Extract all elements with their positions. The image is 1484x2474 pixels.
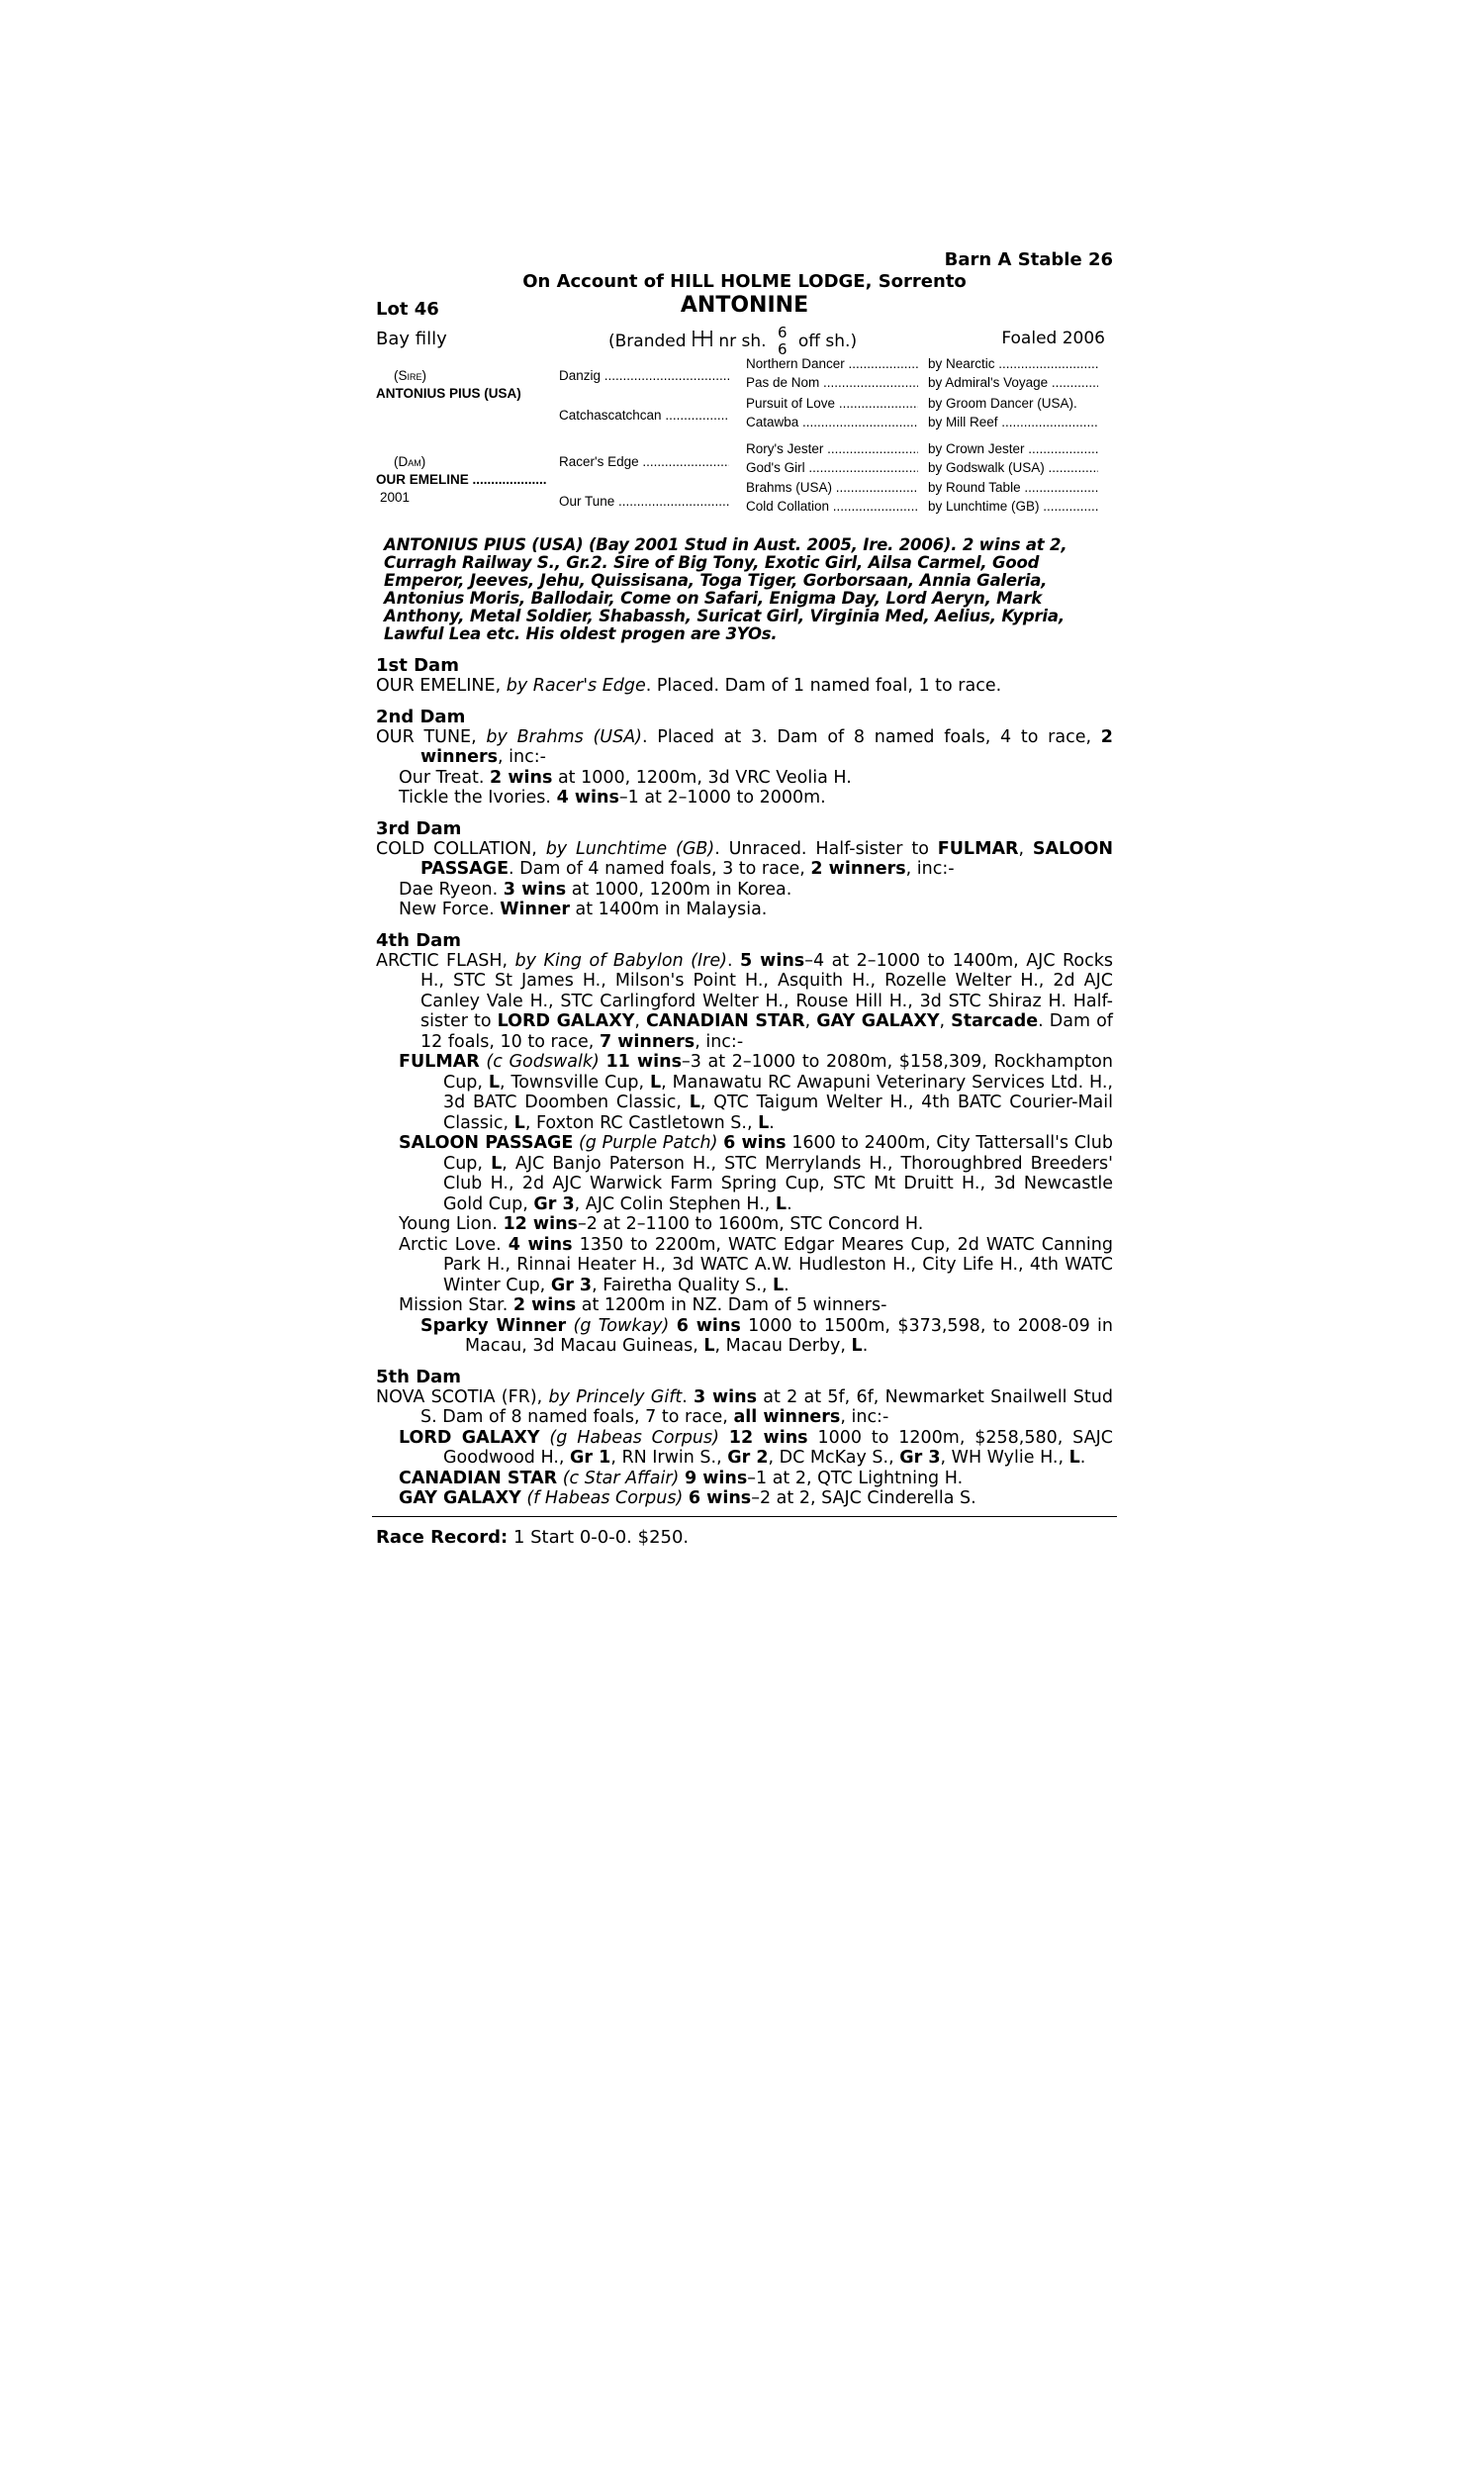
group-mark: Gr 3 <box>550 1275 593 1295</box>
horse-name: ANTONINE <box>680 293 809 318</box>
gg-2: Pursuit of Love ..... <box>746 396 918 411</box>
fourth-dam-sire: by King of Babylon (Ire) <box>514 950 727 971</box>
fourth-dam-text: ARCTIC FLASH, by King of Babylon (Ire). 5 wins–4 at 2–1000 to 1400m, AJC Rocks H., STC St James H., Milson's Point H., Asquith H., Rozelle Welter H., 2d AJC Canley Vale H., STC Carlingford Welter H., Rouse Hill H., 3d STC Shiraz H. Half-sister to LORD GALAXY, CANADIAN STAR, GAY GALAXY, Starcade. Dam of 12 foals, 10 to race, 7 winners, inc:- <box>376 950 1113 1052</box>
third-dam-heading: 3rd Dam <box>376 817 462 839</box>
offspring-wins: 6 wins <box>676 1315 741 1336</box>
listed-mark: L <box>1068 1448 1080 1468</box>
fifth-dam-winners: all winners <box>733 1407 841 1427</box>
offspring-record: , DC McKay S., <box>768 1448 894 1468</box>
first-dam-heading: 1st Dam <box>376 655 459 676</box>
second-dam-sire: by Brahms (USA) <box>486 726 643 747</box>
ggg-cell-7 <box>928 499 1098 514</box>
offspring-wins: 11 wins <box>605 1052 683 1072</box>
offspring-pedigree: (g Purple Patch) <box>578 1133 718 1153</box>
offspring-canadian-star <box>376 1469 1113 1489</box>
offspring-pedigree: (f Habeas Corpus) <box>526 1488 684 1508</box>
listed-mark: L <box>488 1072 501 1093</box>
barn-stable: Barn A Stable 26 <box>944 249 1113 270</box>
offspring-record: , Foxton RC Castletown S., <box>524 1112 753 1133</box>
offspring-record: –3 at 2–1000 to 2080m, $158,309, Rockhampton Cup, <box>443 1052 1113 1093</box>
third-dam-offspring-1 <box>376 880 1113 901</box>
brand-prefix: (Branded <box>608 332 687 351</box>
offspring-record: 1350 to 2200m, WATC Edgar Meares Cup, 2d WATC Canning Park H., Rinnai Heater H., 3d WATC A.W. Hudleston H., City Life H., 4th WATC Winter Cup, <box>443 1234 1113 1295</box>
second-dam-heading: 2nd Dam <box>376 706 466 727</box>
brand-off: off sh.) <box>797 332 858 351</box>
offspring-name: Dae Ryeon. <box>399 879 499 900</box>
fourth-dam-heading: 4th Dam <box>376 929 462 951</box>
brand-mark-icon <box>692 329 713 348</box>
fourth-dam-winners: 7 winners <box>599 1031 696 1052</box>
offspring-wins: 2 wins <box>512 1295 577 1315</box>
listed-mark: L <box>775 1193 788 1214</box>
third-dam-details: . Unraced. Half-sister to <box>714 838 929 859</box>
third-dam-sire: by Lunchtime (GB) <box>545 838 715 859</box>
catalogue-page <box>376 249 1113 1549</box>
listed-mark: L <box>851 1336 863 1356</box>
offspring-record: 1000 to 1200m, $258,580, SAJC Goodwood H., <box>443 1427 1113 1468</box>
fifth-dam-record: at 2 at 5f, 6f, Newmarket Snailwell Stud S. Dam of 8 named foals, 7 to race, <box>420 1386 1113 1427</box>
foaled-year: Foaled 2006 <box>1001 329 1105 348</box>
second-dam-offspring-1 <box>376 768 1113 789</box>
offspring-record: –2 at 2, SAJC Cinderella S. <box>751 1488 976 1508</box>
divider <box>372 1516 1117 1517</box>
sire-label: (Sire) <box>394 368 426 383</box>
ggg-5: by Godswalk (USA) ..... <box>928 460 1098 475</box>
offspring-name: Our Treat. <box>399 767 485 788</box>
offspring-name: LORD GALAXY <box>399 1427 540 1448</box>
brand-number <box>778 325 788 358</box>
first-dam-sire: by Racer's Edge <box>506 676 646 696</box>
offspring-record: –1 at 2–1000 to 2000m. <box>618 788 826 808</box>
offspring-wins: 3 wins <box>503 879 567 900</box>
half-sibling-fulmar: FULMAR <box>937 838 1019 859</box>
ggg-3: by Mill Reef ..... <box>928 415 1098 429</box>
dam-name-cell <box>376 472 546 487</box>
first-dam-text <box>376 676 1113 697</box>
group-mark: Gr 3 <box>533 1193 575 1214</box>
fifth-dam-inc: , inc:- <box>840 1407 889 1427</box>
offspring-record: , AJC Banjo Paterson H., STC Merrylands H., Thoroughbred Breeders' Club H., 2d AJC Warwick Farm Spring Cup, STC Mt Druitt H., 3d Newcastle Gold Cup, <box>443 1153 1113 1214</box>
second-dam-text <box>376 727 1113 768</box>
vendor-account: On Account of HILL HOLME LODGE, Sorrento <box>522 271 967 292</box>
offspring-record: at 1200m in NZ. Dam of 5 winners- <box>581 1295 887 1315</box>
ggg-2: by Groom Dancer (USA). <box>928 396 1077 411</box>
offspring-record: , WH Wylie H., <box>940 1448 1065 1468</box>
offspring-wins: 6 wins <box>688 1488 752 1508</box>
offspring-record: , QTC Taigum Welter H., 4th BATC Courier-Mail Classic, <box>443 1093 1113 1133</box>
granddam-cell <box>559 494 729 509</box>
sire-summary: ANTONIUS PIUS (USA) (Bay 2001 Stud in Aust. 2005, Ire. 2006). 2 wins at 2, Curragh Railway S., Gr.2. Sire of Big Tony, Exotic Girl, Ailsa Carmel, Good Emperor, Jeeves, Jehu, Quissisana, Toga Tiger, Gorborsaan, Annia Galeria, Antonius Moris, Ballodair, Come on Safari, Enigma Day, Lord Aeryn, Mark Anthony, Metal Soldier, Shabassh, Suricat Girl, Virginia Med, Aelius, Kypria, Lawful Lea etc. His oldest progen are 3YOs. <box>384 535 1067 643</box>
fourth-dam-name: ARCTIC FLASH, <box>376 950 509 971</box>
group-mark: Gr 1 <box>570 1448 611 1468</box>
gg-6: Brahms (USA) ..... <box>746 480 918 495</box>
gg-cell-5 <box>746 460 918 475</box>
ggg-cell-3 <box>928 415 1098 429</box>
granddam: Our Tune ..... <box>559 494 729 509</box>
offspring-wins: Winner <box>500 900 570 919</box>
ggg-0: by Nearctic ..... <box>928 356 1098 371</box>
second-dam-offspring-2 <box>376 788 1113 809</box>
offspring-record: , Fairetha Quality S., <box>592 1275 768 1295</box>
offspring-wins: 12 wins <box>503 1214 578 1234</box>
offspring-record: , AJC Colin Stephen H., <box>574 1193 771 1214</box>
damsire: Racer's Edge ..... <box>559 454 729 469</box>
sibling-gay-galaxy: GAY GALAXY <box>816 1011 940 1031</box>
gg-cell-3 <box>746 415 918 429</box>
sibling-starcade: Starcade <box>951 1011 1039 1031</box>
damsire-cell <box>559 454 729 469</box>
offspring-name: GAY GALAXY <box>399 1488 521 1508</box>
ggg-cell-6 <box>928 480 1098 495</box>
dam-year: 2001 <box>380 490 411 505</box>
offspring-wins: 12 wins <box>728 1427 808 1448</box>
offspring-wins: 6 wins <box>723 1133 787 1153</box>
ggg-cell-0 <box>928 356 1098 371</box>
dam-name: OUR EMELINE ..... <box>376 472 546 487</box>
sibling-canadian-star: CANADIAN STAR <box>646 1011 805 1031</box>
fifth-dam-name: NOVA SCOTIA (FR), <box>376 1386 543 1407</box>
offspring-fulmar: FULMAR (c Godswalk) 11 wins–3 at 2–1000 to 2080m, $158,309, Rockhampton Cup, L, Townsville Cup, L, Manawatu RC Awapuni Veterinary Services Ltd. H., 3d BATC Doomben Classic, L, QTC Taigum Welter H., 4th BATC Courier-Mail Classic, L, Foxton RC Castletown S., L. <box>399 1052 1113 1133</box>
offspring-wins: 4 wins <box>556 788 619 808</box>
offspring-name: Mission Star. <box>399 1295 509 1315</box>
description-row <box>376 323 1113 358</box>
offspring-record: at 1000, 1200m, 3d VRC Veolia H. <box>557 767 852 788</box>
gg-5: God's Girl ..... <box>746 460 918 475</box>
half-sibling-saloon-passage: SALOON PASSAGE <box>420 838 1113 879</box>
third-dam-winners: 2 winners <box>810 859 906 879</box>
offspring-record: , Townsville Cup, <box>500 1072 645 1093</box>
third-dam-name: COLD COLLATION, <box>376 838 537 859</box>
offspring-record: at 1400m in Malaysia. <box>575 900 768 919</box>
race-record-value: 1 Start 0-0-0. $250. <box>512 1526 690 1548</box>
offspring-gay-galaxy <box>376 1488 1113 1509</box>
listed-mark: L <box>491 1153 503 1174</box>
offspring-pedigree: (g Habeas Corpus) <box>549 1427 719 1448</box>
offspring-name: Tickle the Ivories. <box>399 788 551 808</box>
first-dam-name: OUR EMELINE, <box>376 676 502 696</box>
brand-nr: nr sh. <box>718 332 767 351</box>
offspring-lord-galaxy: LORD GALAXY (g Habeas Corpus) 12 wins 1000 to 1200m, $258,580, SAJC Goodwood H., Gr 1, RN Irwin S., Gr 2, DC McKay S., Gr 3, WH Wylie H., L. <box>399 1427 1113 1468</box>
first-dam-details: . Placed. Dam of 1 named foal, 1 to race. <box>645 676 1002 696</box>
ggg-7: by Lunchtime (GB) ..... <box>928 499 1098 514</box>
listed-mark: L <box>649 1072 662 1093</box>
gg-cell-7 <box>746 499 918 514</box>
sibling-lord-galaxy: LORD GALAXY <box>497 1011 635 1031</box>
granddam-sire-cell <box>559 408 729 423</box>
offspring-name: FULMAR <box>399 1052 480 1072</box>
offspring-name: New Force. <box>399 900 495 919</box>
gg-7: Cold Collation ..... <box>746 499 918 514</box>
offspring-name: CANADIAN STAR <box>399 1468 558 1488</box>
offspring-record: 1000 to 1500m, $373,598, to 2008-09 in Macau, 3d Macau Guineas, <box>465 1315 1113 1356</box>
sire-name: ANTONIUS PIUS (USA) <box>376 386 521 401</box>
second-dam-name: OUR TUNE, <box>376 726 477 747</box>
ggg-4: by Crown Jester ..... <box>928 441 1098 456</box>
gg-cell-4 <box>746 441 918 456</box>
horse-sex: Bay filly <box>376 329 447 349</box>
fifth-dam-heading: 5th Dam <box>376 1366 462 1387</box>
offspring-young-lion <box>376 1214 1113 1235</box>
second-dam-winners: 2 winners <box>420 726 1113 767</box>
offspring-sparky-winner: Sparky Winner (g Towkay) 6 wins 1000 to 1500m, $373,598, to 2008-09 in Macau, 3d Macau Guineas, L, Macau Derby, L. <box>420 1315 1113 1356</box>
third-dam-produce: . Dam of 4 named foals, 3 to race, <box>509 859 805 879</box>
third-dam-text: COLD COLLATION, by Lunchtime (GB). Unraced. Half-sister to FULMAR, SALOON PASSAGE. Dam of 4 named foals, 3 to race, 2 winners, inc:- <box>376 838 1113 879</box>
offspring-record: –2 at 2–1100 to 1600m, STC Concord H. <box>577 1214 924 1234</box>
offspring-wins: 2 wins <box>490 767 553 788</box>
third-dam-offspring-2 <box>376 900 1113 920</box>
offspring-record: 1600 to 2400m, City Tattersall's Club Cup, <box>443 1133 1113 1174</box>
offspring-name: Arctic Love. <box>399 1234 502 1255</box>
second-dam-details: . Placed at 3. Dam of 8 named foals, 4 to race, <box>642 726 1092 747</box>
listed-mark: L <box>773 1275 785 1295</box>
granddam-sire: Catchascatchcan ..... <box>559 408 729 423</box>
second-dam-inc: , inc:- <box>498 747 546 767</box>
group-mark: Gr 3 <box>899 1448 941 1468</box>
offspring-mission-star <box>376 1295 1113 1316</box>
offspring-pedigree: (c Godswalk) <box>486 1052 600 1072</box>
lot-row <box>376 293 1113 323</box>
offspring-record: –1 at 2, QTC Lightning H. <box>747 1468 964 1488</box>
gg-1: Pas de Nom ..... <box>746 375 918 390</box>
brand-number-bottom: 6 <box>777 340 788 358</box>
ggg-cell-2 <box>928 396 1077 411</box>
offspring-record: , Macau Derby, <box>714 1336 846 1356</box>
offspring-name: SALOON PASSAGE <box>399 1133 574 1153</box>
ggg-cell-5 <box>928 460 1098 475</box>
offspring-record: , Manawatu RC Awapuni Veterinary Services Ltd. H., 3d BATC Doomben Classic, <box>443 1072 1113 1112</box>
fourth-dam-wins: 5 wins <box>739 950 805 971</box>
offspring-name: Sparky Winner <box>420 1315 567 1336</box>
group-mark: Gr 2 <box>727 1448 769 1468</box>
ggg-cell-1 <box>928 375 1098 390</box>
grandsire: Danzig ..... <box>559 368 729 383</box>
offspring-arctic-love: Arctic Love. 4 wins 1350 to 2200m, WATC Edgar Meares Cup, 2d WATC Canning Park H., Rinnai Heater H., 3d WATC A.W. Hudleston H., City Life H., 4th WATC Winter Cup, Gr 3, Fairetha Quality S., L. <box>399 1234 1113 1295</box>
listed-mark: L <box>513 1112 525 1133</box>
pedigree-table <box>376 356 1113 526</box>
gg-cell-6 <box>746 480 918 495</box>
offspring-saloon-passage: SALOON PASSAGE (g Purple Patch) 6 wins 1600 to 2400m, City Tattersall's Club Cup, L, AJC Banjo Paterson H., STC Merrylands H., Thoroughbred Breeders' Club H., 2d AJC Warwick Farm Spring Cup, STC Mt Druitt H., 3d Newcastle Gold Cup, Gr 3, AJC Colin Stephen H., L. <box>399 1133 1113 1214</box>
listed-mark: L <box>703 1336 715 1356</box>
offspring-pedigree: (g Towkay) <box>573 1315 670 1336</box>
dam-label: (Dam) <box>394 454 426 469</box>
fourth-dam-inc: , inc:- <box>695 1031 744 1052</box>
offspring-record: , RN Irwin S., <box>610 1448 722 1468</box>
fifth-dam-text <box>376 1387 1113 1428</box>
fifth-dam-wins: 3 wins <box>694 1386 758 1407</box>
brand-info <box>608 325 857 358</box>
brand-number-top: 6 <box>777 324 788 341</box>
ggg-1: by Admiral's Voyage ..... <box>928 375 1098 390</box>
offspring-name: Young Lion. <box>399 1214 498 1234</box>
lot-number: Lot 46 <box>376 299 439 320</box>
listed-mark: L <box>689 1093 700 1112</box>
gg-cell-0 <box>746 356 918 371</box>
offspring-wins: 9 wins <box>684 1468 748 1488</box>
third-dam-inc: , inc:- <box>905 859 955 879</box>
race-record-label: Race Record: <box>376 1526 509 1548</box>
gg-cell-2 <box>746 396 918 411</box>
gg-4: Rory's Jester ..... <box>746 441 918 456</box>
offspring-wins: 4 wins <box>508 1234 573 1255</box>
grandsire-cell <box>559 368 729 383</box>
race-record <box>376 1527 1113 1549</box>
gg-3: Catawba ..... <box>746 415 918 429</box>
fourth-dam-record: –4 at 2–1000 to 1400m, AJC Rocks H., STC St James H., Milson's Point H., Asquith H., Rozelle Welter H., 2d AJC Canley Vale H., STC Carlingford Welter H., Rouse Hill H., 3d STC Shiraz H. Half-sister to <box>420 950 1113 1031</box>
ggg-6: by Round Table ..... <box>928 480 1098 495</box>
fifth-dam-punct: . <box>682 1386 688 1407</box>
fourth-dam-produce: . Dam of 12 foals, 10 to race, <box>420 1011 1113 1052</box>
gg-0: Northern Dancer ..... <box>746 356 918 371</box>
fifth-dam-sire: by Princely Gift <box>548 1386 683 1407</box>
gg-cell-1 <box>746 375 918 390</box>
offspring-record: at 1000, 1200m in Korea. <box>571 879 792 900</box>
offspring-pedigree: (c Star Affair) <box>562 1468 680 1488</box>
ggg-cell-4 <box>928 441 1098 456</box>
listed-mark: L <box>758 1112 770 1133</box>
